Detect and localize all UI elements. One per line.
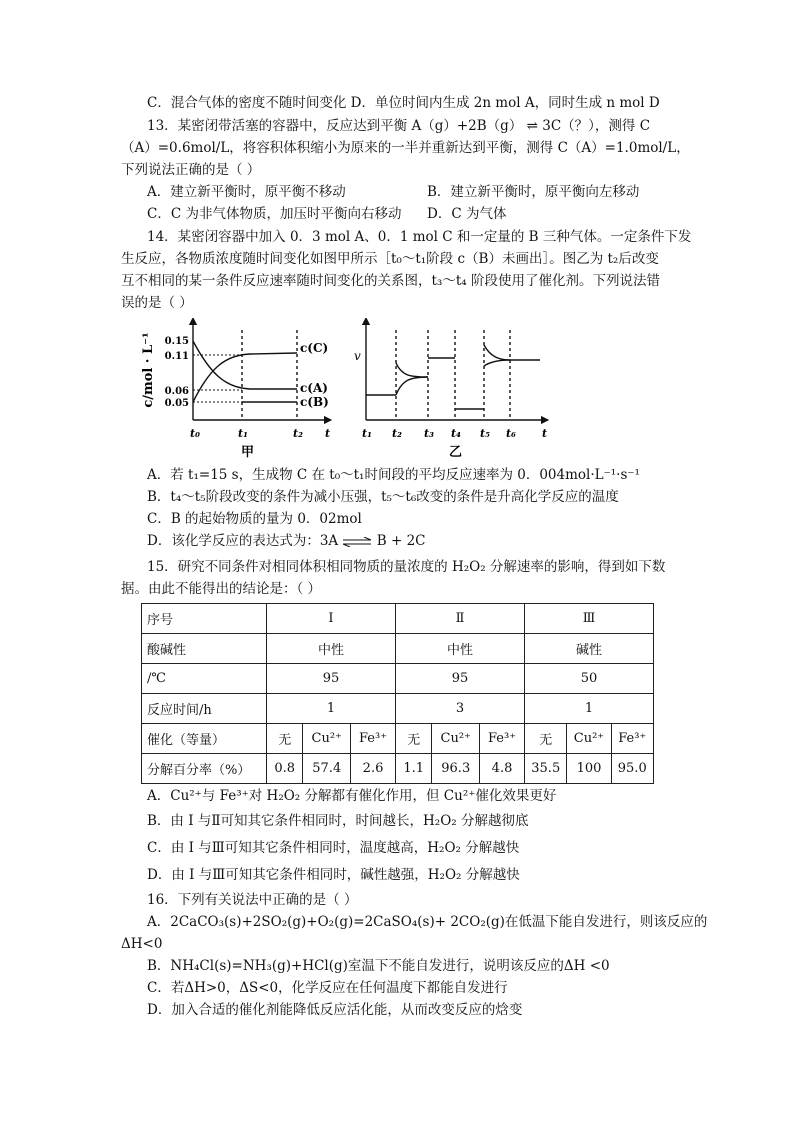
x-tick: t₁ <box>362 427 372 440</box>
table-cell: 100 <box>567 754 611 784</box>
table-cell: 2.6 <box>351 754 396 784</box>
equilibrium-arrow-icon <box>342 537 372 547</box>
table-cell: 催化（等量） <box>142 724 267 754</box>
table-cell <box>396 604 525 634</box>
table-cell: 3 <box>396 694 525 724</box>
text-line: 误的是（ ） <box>121 295 193 311</box>
experiment-table <box>141 603 654 784</box>
table-row <box>142 664 654 694</box>
question-13-stem <box>147 117 650 135</box>
table-cell: Fe³⁺ <box>611 724 654 754</box>
table-row <box>142 754 654 784</box>
table-row <box>142 724 654 754</box>
option-c: C．B 的起始物质的量为 0．02mol <box>147 511 362 527</box>
option-b: B．建立新平衡时，原平衡向左移动 <box>427 184 640 200</box>
text-line: 据。由此不能得出的结论是：（ ） <box>121 581 322 597</box>
text: D．该化学反应的表达式为：3A <box>147 533 339 549</box>
table-cell: 分解百分率（%） <box>142 754 267 784</box>
curve-label: c(A) <box>300 381 328 395</box>
y-tick: 0.11 <box>164 351 189 362</box>
table-cell <box>525 604 654 634</box>
table-cell: 35.5 <box>525 754 567 784</box>
curve-label: c(C) <box>300 341 329 355</box>
option-a: A．建立新平衡时，原平衡不移动 <box>147 184 346 200</box>
cell-text: Ⅱ <box>455 611 465 626</box>
option-b: B．t₄～t₅阶段改变的条件为减小压强，t₅～t₆改变的条件是升高化学反应的温度 <box>147 489 619 505</box>
table-cell: 中性 <box>267 634 396 664</box>
x-tick: t₃ <box>424 427 434 440</box>
x-tick: t <box>325 427 331 440</box>
text-line: 互不相同的某一条件反应速率随时间变化的关系图，t₃～t₄ 阶段使用了催化剂。下列说法错 <box>121 273 660 289</box>
x-tick: t₆ <box>506 427 516 440</box>
x-tick: t₄ <box>451 427 461 440</box>
curve-c <box>193 353 297 402</box>
option-b: B．由 I 与Ⅱ可知其它条件相同时，时间越长，H₂O₂ 分解越彻底 <box>147 813 529 829</box>
table-row <box>142 694 654 724</box>
table-cell: 1 <box>267 694 396 724</box>
option-d: D．C 为气体 <box>427 206 507 222</box>
table-cell: 57.4 <box>303 754 351 784</box>
y-tick: 0.15 <box>164 336 189 347</box>
text: B + 2C <box>376 533 426 549</box>
equilibrium-arrow: ⇌ <box>526 118 538 134</box>
question-16-stem: 16．下列有关说法中正确的是（ ） <box>147 892 358 908</box>
option-d <box>147 532 426 550</box>
figure-caption: 乙 <box>449 445 463 460</box>
y-axis-label: c/mol · L⁻¹ <box>141 332 156 408</box>
table-cell <box>267 604 396 634</box>
text-line: 下列说法正确的是（ ） <box>121 162 261 178</box>
option-c: C．若ΔH>0，ΔS<0，化学反应在任何温度下都能自发进行 <box>147 980 508 996</box>
cell-text: I <box>328 611 334 626</box>
x-tick: t₁ <box>238 427 248 440</box>
text-line: ΔH<0 <box>121 936 163 952</box>
option-d: D．由 I 与Ⅲ可知其它条件相同时，碱性越强，H₂O₂ 分解越快 <box>147 867 520 883</box>
table-cell: 碱性 <box>525 634 654 664</box>
table-cell: 50 <box>525 664 654 694</box>
table-cell: 反应时间/h <box>142 694 267 724</box>
figure-yi <box>350 318 555 463</box>
table-cell: 无 <box>525 724 567 754</box>
option-a: A．若 t₁=15 s，生成物 C 在 t₀～t₁时间段的平均反应速率为 0．004mol·L⁻¹·s⁻¹ <box>147 467 640 483</box>
table-cell: Cu²⁺ <box>567 724 611 754</box>
text: 13．某密闭带活塞的容器中，反应达到平衡 A（g）+2B（g） <box>147 118 523 134</box>
table-cell: 无 <box>396 724 432 754</box>
option-c: C．C 为非气体物质，加压时平衡向右移动 <box>147 206 402 222</box>
table-cell: 96.3 <box>432 754 480 784</box>
question-14-stem: 14．某密闭容器中加入 0．3 mol A、0．1 mol C 和一定量的 B 三种气体。一定条件下发 <box>147 229 692 245</box>
table-cell: Cu²⁺ <box>432 724 480 754</box>
table-cell: 酸碱性 <box>142 634 267 664</box>
table-cell: 95 <box>267 664 396 694</box>
option-b: B．NH₄Cl(s)=NH₃(g)+HCl(g)室温下不能自发进行，说明该反应的ΔH <0 <box>147 958 610 974</box>
x-tick: t <box>542 427 548 440</box>
y-axis-label: v <box>354 349 361 363</box>
table-cell: 95 <box>396 664 525 694</box>
table-cell: 1.1 <box>396 754 432 784</box>
cell-text: Ⅲ <box>582 611 596 626</box>
table-cell: Cu²⁺ <box>303 724 351 754</box>
option-a: A．Cu²⁺与 Fe³⁺对 H₂O₂ 分解都有催化作用，但 Cu²⁺催化效果更好 <box>147 788 557 804</box>
table-cell: 无 <box>267 724 303 754</box>
table-cell: /℃ <box>142 664 267 694</box>
text: 3C（？），测得 C <box>542 118 651 134</box>
x-tick: t₅ <box>480 427 490 440</box>
x-tick: t₀ <box>190 427 200 440</box>
option-a: A．2CaCO₃(s)+2SO₂(g)+O₂(g)=2CaSO₄(s)+ 2CO₂(g)在低温下能自发进行，则该反应的 <box>147 914 708 930</box>
table-row <box>142 634 654 664</box>
question-15-stem: 15．研究不同条件对相同体积相同物质的量浓度的 H₂O₂ 分解速率的影响，得到如下数 <box>147 559 666 575</box>
table-cell: 1 <box>525 694 654 724</box>
y-tick: 0.05 <box>164 398 189 409</box>
text-line: （A）=0.6mol/L，将容积体积缩小为原来的一半并重新达到平衡，测得 C（A）=1.0mol/L， <box>121 140 690 156</box>
curve-a <box>193 341 297 389</box>
table-cell: 中性 <box>396 634 525 664</box>
figure-caption: 甲 <box>241 445 255 460</box>
y-tick: 0.06 <box>164 386 189 397</box>
table-cell: Fe³⁺ <box>351 724 396 754</box>
option-d: D．加入合适的催化剂能降低反应活化能，从而改变反应的焓变 <box>147 1002 523 1018</box>
table-row <box>142 604 654 634</box>
table-cell: 4.8 <box>480 754 525 784</box>
text-line: 生反应，各物质浓度随时间变化如图甲所示［t₀～t₁阶段 c（B）未画出］。图乙为 t₂后改变 <box>121 251 659 267</box>
figure-jia <box>140 318 340 463</box>
table-cell: Fe³⁺ <box>480 724 525 754</box>
x-tick: t₂ <box>293 427 303 440</box>
text-line: C．混合气体的密度不随时间变化 D．单位时间内生成 2n mol A，同时生成 n mol D <box>147 95 660 111</box>
curve-label: c(B) <box>300 395 329 409</box>
table-cell: 序号 <box>142 604 267 634</box>
option-c: C．由 I 与Ⅲ可知其它条件相同时，温度越高，H₂O₂ 分解越快 <box>147 840 520 856</box>
table-cell: 0.8 <box>267 754 303 784</box>
table-cell: 95.0 <box>611 754 654 784</box>
x-tick: t₂ <box>392 427 402 440</box>
